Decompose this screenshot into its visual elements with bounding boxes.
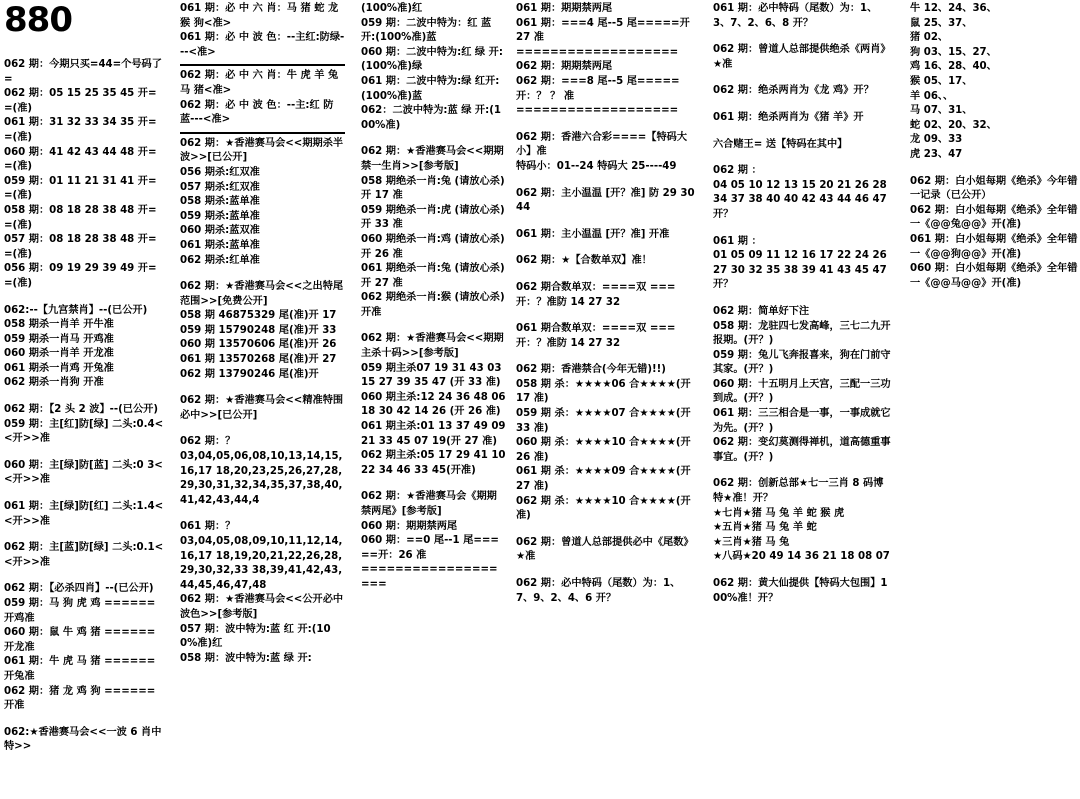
text-line: 062 期主杀:05 17 29 41 10 22 34 46 33 45(开准) bbox=[361, 450, 510, 476]
text-line: ★八码★20 49 14 36 21 18 08 07 bbox=[713, 551, 890, 563]
text-line: 059 期绝杀一肖:虎 (请放心杀)开 33 准 bbox=[361, 204, 505, 231]
text-line: 060 期：十五明月上天宫，三配一三功到成。(开？) bbox=[713, 378, 891, 405]
spacer bbox=[516, 351, 696, 363]
text-line: 062 期：★香港赛马会<<之出特尾范围>>[免费公开] bbox=[180, 281, 344, 307]
text-line: 062 期：主[蓝]防[绿] 二头:0.1<<开>>准 bbox=[4, 542, 164, 568]
text-line: 062 期：05 15 25 35 45 开==(准) bbox=[4, 88, 157, 114]
spacer bbox=[4, 529, 164, 541]
column-5 bbox=[713, 2, 893, 799]
divider bbox=[180, 64, 345, 66]
spacer bbox=[516, 119, 696, 131]
text-line: 061 期：牛 虎 马 猪 ======开兔准 bbox=[4, 656, 156, 682]
text-line: 特码小：01--24 特码大 25----49 bbox=[516, 160, 677, 172]
text-line: 059 期杀一肖马 开鸡准 bbox=[4, 333, 114, 345]
text-line: 061 期：三三相合是一事，一事成就它为先。(开？) bbox=[713, 408, 891, 434]
spacer bbox=[713, 152, 893, 164]
text-line: 060 期：白小姐每期《绝杀》全年错一《@@马@@》开(准) bbox=[910, 263, 1078, 289]
text-line: 061 期杀:蓝单准 bbox=[180, 239, 260, 251]
spacer bbox=[713, 465, 893, 477]
text-line: 猴 05、17、 bbox=[910, 75, 973, 87]
text-line: 062 期：绝杀两肖为《龙 鸡》开？ bbox=[713, 85, 874, 97]
spacer bbox=[516, 242, 696, 254]
text-line: 060 期 杀：★★★★10 合★★★★(开 26 准) bbox=[516, 437, 695, 463]
text-line: 虎 23、47 bbox=[910, 148, 963, 160]
text-line: 062 期：香港禁合(今年无错)!!) bbox=[516, 364, 666, 376]
text-line: 062 期：？ bbox=[180, 436, 236, 448]
text-line: 060 期杀:蓝双准 bbox=[180, 225, 260, 237]
spacer bbox=[4, 292, 164, 304]
text-line: 061 期 13570268 尾(准)开 27 bbox=[180, 354, 337, 366]
text-line: 062 期：必 中 波 色：--主:红 防蓝---<准> bbox=[180, 99, 334, 126]
text-line: 057 期：08 18 28 38 48 开==(准) bbox=[4, 234, 157, 260]
text-line: 058 期 46875329 尾(准)开 17 bbox=[180, 310, 337, 322]
text-line: 061 期主杀:01 13 37 49 09 21 33 45 07 19(开 27 准) bbox=[361, 421, 510, 447]
text-line: 龙 09、33 bbox=[910, 134, 963, 146]
text-line: 062 期：创新总部★七一三肖 8 码博特★准！开？ bbox=[713, 478, 884, 505]
text-line: 059 期 杀：★★★★07 合★★★★(开 33 准) bbox=[516, 408, 695, 434]
spacer bbox=[180, 423, 345, 435]
text-line: 062 期：必中特码（尾数）为：1、7、9、2、4、6 开？ bbox=[516, 578, 681, 604]
text-line: 058 期：波中特为:蓝 绿 开: bbox=[180, 652, 312, 664]
text-line: 059 期：兔儿飞奔报喜来，狗在门前守其家。(开？) bbox=[713, 349, 891, 376]
text-line: 060 期杀一肖羊 开龙准 bbox=[4, 348, 114, 360]
spacer bbox=[180, 382, 345, 394]
text-line: 062:--【九宫禁肖】--(已公开) bbox=[4, 304, 148, 316]
text-line: 062 期：香港六合彩====【特码大小】准 bbox=[516, 131, 688, 158]
text-line: 牛 12、24、36、 bbox=[910, 3, 997, 14]
text-line: 061 期合数单双：====双 ===开：？准防 14 27 32 bbox=[516, 323, 676, 349]
text-line: 056 期杀:红双准 bbox=[180, 166, 260, 178]
text-line: =================== bbox=[361, 564, 498, 590]
text-line: 062 期：★香港赛马会<<期期禁一生肖>>[参考版] bbox=[361, 146, 504, 172]
spacer bbox=[4, 391, 164, 403]
text-line: 061 期：期期禁两尾 bbox=[516, 3, 613, 14]
text-line: 062 期：===8 尾--5 尾=====开：？ ？ 准 bbox=[516, 75, 680, 102]
text-line: 058 期 杀：★★★★06 合★★★★(开 17 准) bbox=[516, 378, 695, 405]
text-line: 03,04,05,06,08,10,13,14,15,16,17 18,20,23,25,26,27,28,29,30,31,32,34,35,37,38,40,41,42,43,44,4 bbox=[180, 451, 343, 506]
text-line: 060 期：鼠 牛 鸡 猪 ======开龙准 bbox=[4, 627, 156, 653]
text-line: 062：二波中特为:蓝 绿 开:(100%准) bbox=[361, 105, 501, 131]
column-1 bbox=[4, 0, 164, 797]
text-line: 04 05 10 12 13 15 20 21 26 28 34 37 38 40 40 42 43 44 46 47 开？ bbox=[713, 179, 891, 220]
column-3 bbox=[361, 2, 510, 799]
text-line: ★三肖★猪 马 兔 bbox=[713, 536, 790, 548]
text-line: 059 期：01 11 21 31 41 开==(准) bbox=[4, 175, 157, 202]
text-line: 062 期：★香港赛马会<<期期主杀十码>>[参考版] bbox=[361, 333, 504, 360]
text-line: 059 期主杀07 19 31 43 03 15 27 39 35 47 (开 33 准) bbox=[361, 362, 505, 389]
spacer bbox=[180, 268, 345, 280]
text-line: 062:★香港赛马会<<一波 6 肖中特>> bbox=[4, 726, 162, 753]
text-line: 062 期：白小姐每期《绝杀》今年错一记录（已公开） bbox=[910, 175, 1078, 202]
text-line: 059 期：马 狗 虎 鸡 ======开鸡准 bbox=[4, 598, 156, 624]
column-2 bbox=[180, 2, 345, 799]
spacer bbox=[361, 478, 506, 490]
text-line: 059 期：主[红]防[绿] 二头:0.4<<开>>准 bbox=[4, 418, 164, 445]
text-line: 狗 03、15、27、 bbox=[910, 46, 997, 58]
text-line: =================== bbox=[516, 105, 679, 117]
text-line: ★七肖★猪 马 兔 羊 蛇 猴 虎 bbox=[713, 507, 845, 519]
page-title: 880 bbox=[4, 0, 72, 40]
text-line: 060 期 13570606 尾(准)开 26 bbox=[180, 339, 337, 351]
text-line: 062 期 ： bbox=[713, 165, 762, 177]
text-line: 061 期：必中特码（尾数）为：1、3、7、2、6、8 开？ bbox=[713, 3, 878, 29]
text-line: 061 期：绝杀两肖为《猪 羊》开 bbox=[713, 111, 864, 123]
text-line: 03,04,05,08,09,10,11,12,14,16,17 18,19,20,21,22,26,28,29,30,32,33 38,39,41,42,43,44,45,46,47,48 bbox=[180, 536, 343, 591]
spacer bbox=[713, 293, 893, 305]
text-line: 061 期：主小温温 [开？准] 开准 bbox=[516, 228, 670, 240]
text-line: 060 期绝杀一肖:鸡 (请放心杀)开 26 准 bbox=[361, 233, 505, 260]
spacer bbox=[516, 310, 696, 322]
spacer bbox=[4, 714, 164, 726]
text-line: 061 期：===4 尾--5 尾=====开 27 准 bbox=[516, 17, 694, 44]
text-line: 061 期：白小姐每期《绝杀》全年错一《@@狗@@》开(准) bbox=[910, 233, 1078, 260]
text-line: 057 期：波中特为:蓝 红 开:(100%准)红 bbox=[180, 623, 331, 650]
text-line: 062 期：★香港赛马会<<公开必中波色>>[参考版] bbox=[180, 594, 344, 620]
text-line: 062 期：期期禁两尾 bbox=[516, 61, 613, 73]
spacer bbox=[361, 133, 506, 145]
text-line: 062 期：★【合数单双】准！ bbox=[516, 255, 652, 267]
text-line: 061 期绝杀一肖:兔 (请放心杀)开 27 准 bbox=[361, 263, 505, 289]
spacer bbox=[516, 524, 696, 536]
text-line: 062 期合数单双：====双 ===开：？准防 14 27 32 bbox=[516, 281, 676, 308]
spacer bbox=[713, 31, 893, 43]
spacer bbox=[4, 447, 164, 459]
text-line: 060 期：41 42 43 44 48 开==(准) bbox=[4, 146, 157, 173]
text-line: 062 期：白小姐每期《绝杀》全年错一《@@兔@@》开(准) bbox=[910, 204, 1078, 231]
spacer bbox=[713, 126, 893, 138]
text-line: 062 期：曾道人总部提供必中《尾数》★准 bbox=[516, 536, 694, 563]
text-line: 羊 06、、 bbox=[910, 90, 954, 102]
spacer bbox=[361, 320, 506, 332]
text-line: 061 期杀一肖鸡 开兔准 bbox=[4, 362, 114, 374]
text-line: 061 期：二波中特为:绿 红开:(100%准)蓝 bbox=[361, 75, 500, 102]
spacer bbox=[516, 216, 696, 228]
spacer bbox=[910, 163, 1078, 175]
text-line: 060 期主杀:12 24 36 48 06 18 30 42 14 26 (开 26 准) bbox=[361, 391, 510, 418]
text-line: 062 期：【必杀四肖】--(已公开) bbox=[4, 583, 154, 595]
text-line: 062 期：变幻莫测得禅机，道高德重事事宜。(开？) bbox=[713, 437, 891, 463]
text-line: 062 期：必 中 六 肖：牛 虎 羊 兔 马 猪<准> bbox=[180, 70, 342, 96]
spacer bbox=[516, 269, 696, 281]
text-line: 062 期：★香港赛马会《期期禁两尾》[参考版] bbox=[361, 491, 497, 517]
text-line: 060 期：主[绿]防[蓝] 二头:0 3<<开>>准 bbox=[4, 459, 163, 486]
text-line: 057 期杀:红双准 bbox=[180, 181, 260, 193]
text-line: 01 05 09 11 12 16 17 22 24 26 27 30 32 35 38 39 41 43 45 47 开？ bbox=[713, 250, 891, 291]
spacer bbox=[713, 565, 893, 577]
text-line: 062 期：曾道人总部提供绝杀《两肖》★准 bbox=[713, 44, 891, 70]
text-line: 062 期杀一肖狗 开准 bbox=[4, 377, 104, 389]
divider bbox=[180, 132, 345, 134]
text-line: 061 期：？ bbox=[180, 521, 236, 533]
text-line: 062 期：★香港赛马会<<期期杀半波>>[已公开] bbox=[180, 137, 344, 164]
spacer bbox=[713, 223, 893, 235]
text-line: 061 期：必 中 波 色：--主红:防绿---<准> bbox=[180, 32, 345, 58]
spacer bbox=[180, 508, 345, 520]
spacer bbox=[516, 565, 696, 577]
text-line: 061 期：必 中 六 肖：马 猪 蛇 龙 猴 狗<准> bbox=[180, 3, 342, 29]
text-line: 062 期：简单好下注 bbox=[713, 305, 810, 317]
text-line: 056 期：09 19 29 39 49 开==(准) bbox=[4, 263, 157, 289]
text-line: 062 期绝杀一肖:猴 (请放心杀)开准 bbox=[361, 292, 505, 318]
text-line: 058 期：08 18 28 38 48 开==(准) bbox=[4, 204, 157, 231]
text-line: 061 期 ： bbox=[713, 235, 762, 247]
text-line: 061 期：31 32 33 34 35 开==(准) bbox=[4, 117, 157, 143]
column-6 bbox=[910, 2, 1078, 799]
text-line: 062 期杀:红单准 bbox=[180, 254, 260, 266]
text-line: 059 期 15790248 尾(准)开 33 bbox=[180, 324, 337, 336]
text-line: 062 期：黄大仙提供【特码大包围】100%准！开？ bbox=[713, 578, 888, 604]
text-line: (100%准)红 bbox=[361, 3, 423, 14]
text-line: 058 期：龙驻四七发高峰，三七二九开报期。(开？) bbox=[713, 320, 891, 347]
text-line: 马 07、31、 bbox=[910, 105, 973, 117]
spacer bbox=[516, 175, 696, 187]
text-line: 058 期绝杀一肖:兔 (请放心杀)开 17 准 bbox=[361, 175, 505, 202]
text-line: 059 期杀:蓝单准 bbox=[180, 210, 260, 222]
text-line: 059 期：二波中特为：红 蓝 开:(100%准)蓝 bbox=[361, 17, 495, 44]
text-line: 062 期：今期只买=44=个号码了= bbox=[4, 59, 162, 85]
column-4 bbox=[516, 2, 699, 799]
text-line: 062 期：主小温温 [开？准] 防 29 30 44 bbox=[516, 187, 699, 214]
text-line: 060 期：二波中特为:红 绿 开:(100%准)绿 bbox=[361, 46, 503, 73]
spacer bbox=[4, 488, 164, 500]
text-line: 062 期 13790246 尾(准)开 bbox=[180, 368, 319, 380]
text-line: 鸡 16、28、40、 bbox=[910, 61, 997, 73]
spacer bbox=[713, 72, 893, 84]
text-line: 062 期 杀：★★★★10 合★★★★(开准) bbox=[516, 495, 691, 522]
spacer bbox=[713, 99, 893, 111]
text-line: 060 期：==0 尾--1 尾=====开：26 准 bbox=[361, 535, 499, 561]
text-line: =================== bbox=[516, 46, 679, 58]
text-line: 蛇 02、20、32、 bbox=[910, 119, 997, 131]
text-line: 058 期杀:蓝单准 bbox=[180, 196, 260, 208]
text-line: ★五肖★猪 马 兔 羊 蛇 bbox=[713, 522, 817, 534]
text-line: 062 期：★香港赛马会<<精准特围必中>>[已公开] bbox=[180, 395, 344, 421]
text-line: 六合赌王= 送【特码在其中】 bbox=[713, 138, 848, 150]
text-line: 058 期杀一肖羊 开牛准 bbox=[4, 319, 114, 331]
text-line: 猪 02、 bbox=[910, 32, 949, 44]
text-line: 鼠 25、37、 bbox=[910, 17, 973, 29]
text-line: 061 期 杀：★★★★09 合★★★★(开 27 准) bbox=[516, 466, 695, 493]
spacer bbox=[4, 570, 164, 582]
text-line: 061 期：主[绿]防[红] 二头:1.4<<开>>准 bbox=[4, 501, 164, 527]
text-line: 062 期：【2 头 2 波】--(已公开) bbox=[4, 404, 158, 416]
text-line: 060 期：期期禁两尾 bbox=[361, 520, 458, 532]
text-line: 062 期：猪 龙 鸡 狗 ======开准 bbox=[4, 685, 156, 712]
